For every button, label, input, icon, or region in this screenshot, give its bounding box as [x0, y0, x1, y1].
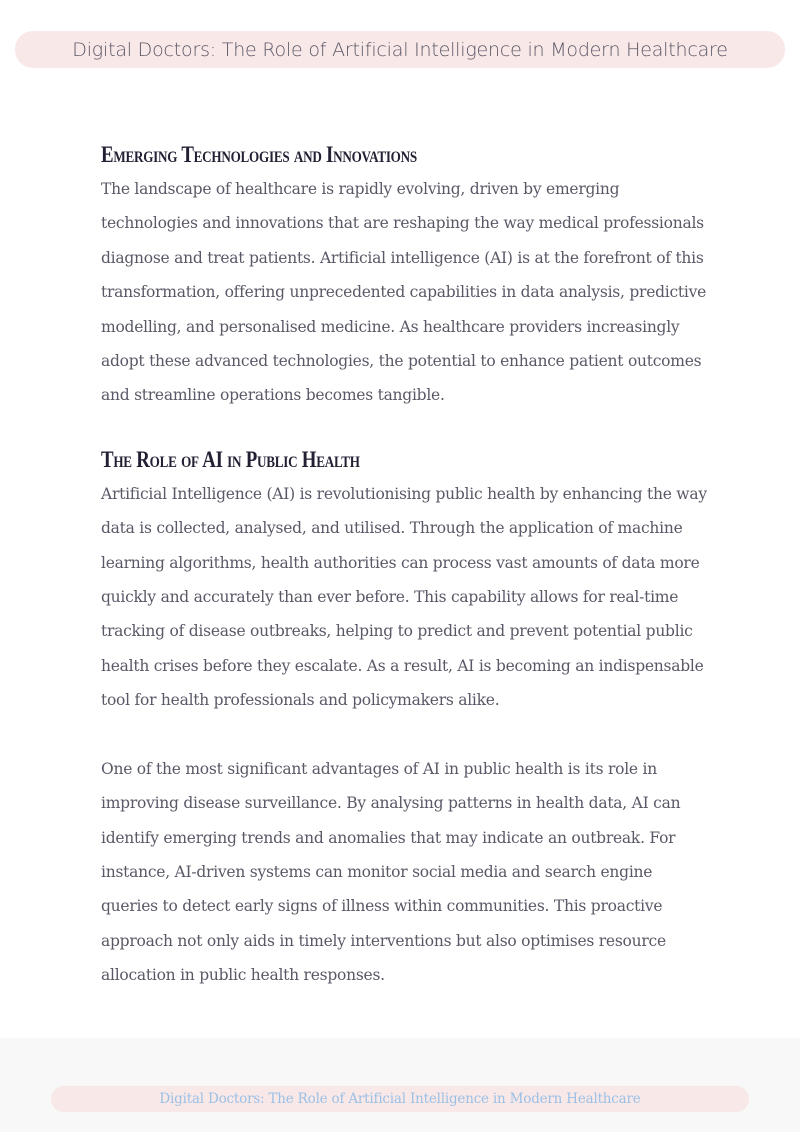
document-body — [101, 138, 711, 993]
section-emerging-technologies — [101, 138, 711, 413]
page-footer — [0, 1038, 800, 1132]
footer-title: Digital Doctors: The Role of Artificial Intelligence in Modern Healthcare — [159, 1091, 641, 1107]
section-paragraph: Artificial Intelligence (AI) is revolutionising public health by enhancing the way data is collected, analysed, and utilised. Through the application of machine learning algorithms, health authorities can process vast amounts of data more quickly and accurately than ever before. This capability allows for real-time tracking of disease outbreaks, helping to predict and prevent potential public health crises before they escalate. As a result, AI is becoming an indispensable tool for health professionals and policymakers alike. — [101, 484, 707, 710]
section-ai-public-health — [101, 443, 711, 993]
section-heading: The Role of AI in Public Health — [101, 446, 360, 472]
section-paragraph: One of the most significant advantages of AI in public health is its role in improving disease surveillance. By analysing patterns in health data, AI can identify emerging trends and anomalies that may indicate an outbreak. For instance, AI-driven systems can monitor social media and search engine queries to detect early signs of illness within communities. This proactive approach not only aids in timely interventions but also optimises resource allocation in public health responses. — [101, 759, 681, 985]
section-paragraph: The landscape of healthcare is rapidly evolving, driven by emerging technologies and innovations that are reshaping the way medical professionals diagnose and treat patients. Artificial intelligence (AI) is at the forefront of this transformation, offering unprecedented capabilities in data analysis, predictive modelling, and personalised medicine. As healthcare providers increasingly adopt these advanced technologies, the potential to enhance patient outcomes and streamline operations becomes tangible. — [101, 180, 707, 405]
section-heading: Emerging Technologies and Innovations — [101, 142, 417, 167]
page-header — [15, 31, 785, 68]
footer-bar — [51, 1086, 749, 1112]
header-title: Digital Doctors: The Role of Artificial Intelligence in Modern Healthcare — [72, 38, 728, 61]
